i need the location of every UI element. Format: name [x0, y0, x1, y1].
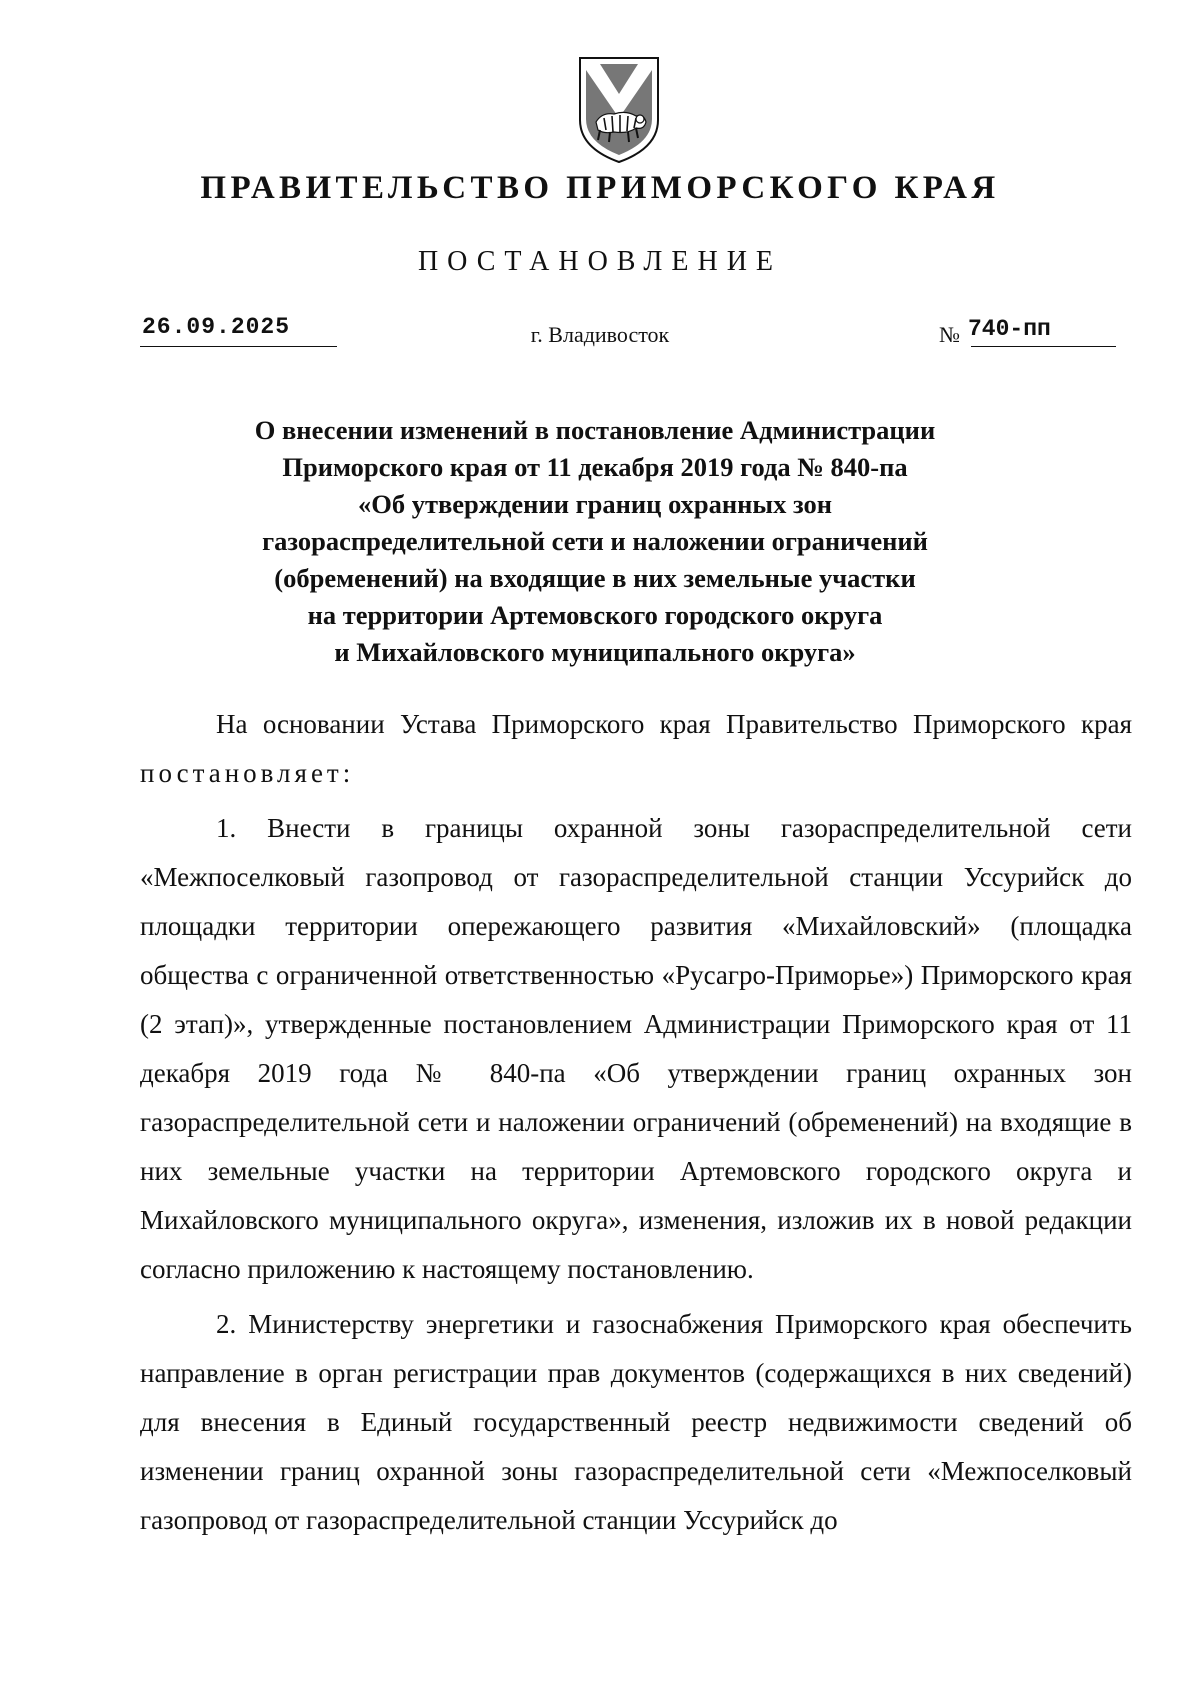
- title-line: на территории Артемовского городского округа: [307, 600, 883, 630]
- preamble-verb: постановляет:: [140, 758, 355, 788]
- title-line: О внесении изменений в постановление Администрации: [254, 415, 936, 445]
- title-line: Приморского края от 11 декабря 2019 года № 840-па: [282, 452, 908, 482]
- document-title: [150, 412, 1040, 671]
- item-2-paragraph: 2. Министерству энергетики и газоснабжения Приморского края обеспечить направление в орган регистрации прав документов (содержащихся в них сведений) для внесения в Единый государственный реестр недвижимости сведений об изменении границ охранной зоны газораспределительной сети «Межпоселковый газопровод от газораспределительной станции Уссурийск до: [140, 1309, 1132, 1535]
- title-line: «Об утверждении границ охранных зон: [357, 489, 833, 519]
- title-line: и Михайловского муниципального округа»: [334, 637, 856, 667]
- document-type: ПОСТАНОВЛЕНИЕ: [417, 246, 783, 277]
- coat-of-arms-emblem: [578, 56, 660, 164]
- document-number: 740-пп: [968, 316, 1051, 342]
- document-date: 26.09.2025: [142, 314, 291, 340]
- preamble-paragraph: [140, 700, 1132, 798]
- title-line: газораспределительной сети и наложении ограничений: [262, 526, 928, 556]
- organization-name: ПРАВИТЕЛЬСТВО ПРИМОРСКОГО КРАЯ: [200, 170, 1000, 206]
- item-1-paragraph: 1. Внести в границы охранной зоны газораспределительной сети «Межпоселковый газопровод от газораспределительной станции Уссурийск до площадки территории опережающего развития «Михайловский» (площадка общества с ограниченной ответственностью «Русагро-Приморье») Приморского края (2 этап)», утвержденные постановлением Администрации Приморского края от 11 декабря 2019 года № 840-па «Об утверждении границ охранных зон газораспределительной сети и наложении ограничений (обременений) на входящие в них земельные участки на территории Артемовского городского округа и Михайловского муниципального округа», изменения, изложив их в новой редакции согласно приложению к настоящему постановлению.: [140, 813, 1132, 1284]
- number-label: №: [939, 322, 960, 347]
- number-underline: [971, 346, 1116, 347]
- title-line: (обременений) на входящие в них земельные участки: [274, 563, 916, 593]
- preamble-text: На основании Устава Приморского края Правительство Приморского края: [216, 709, 1132, 739]
- document-city: г. Владивосток: [530, 322, 670, 347]
- document-body: [140, 700, 1132, 1551]
